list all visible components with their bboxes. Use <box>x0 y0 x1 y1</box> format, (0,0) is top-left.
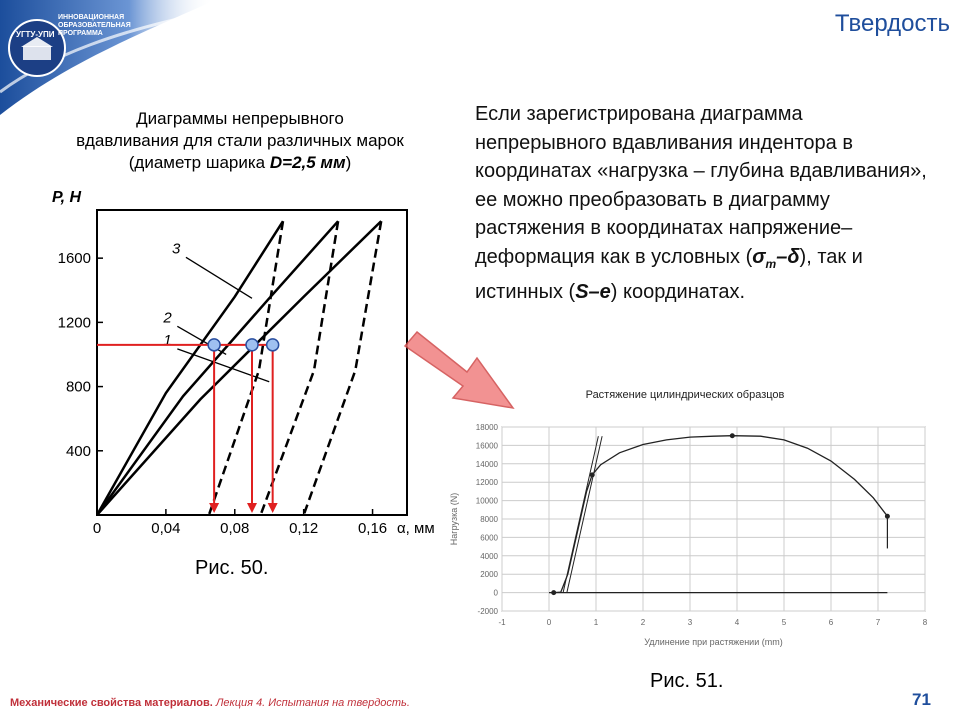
footer-text <box>10 697 410 709</box>
intersection-marker <box>208 339 220 351</box>
y-tick-label: 400 <box>65 442 91 460</box>
fig51-label: Рис. 51. <box>650 670 724 692</box>
y-tick-label: 6000 <box>480 533 498 543</box>
data-marker <box>551 590 556 595</box>
series-leader-line <box>186 257 252 298</box>
series-label: 1 <box>163 331 172 349</box>
intersection-marker <box>246 339 258 351</box>
y-tick-label: 1600 <box>57 250 91 268</box>
logo-line: ОБРАЗОВАТЕЛЬНАЯ <box>58 22 131 29</box>
y-tick-label: 2000 <box>480 570 498 580</box>
y-tick-label: 16000 <box>475 441 498 451</box>
red-arrow-head <box>247 503 257 513</box>
caption-line: вдавливания для стали различных марок <box>76 131 404 150</box>
y-axis-label: Нагрузка (N) <box>449 492 459 546</box>
y-axis-label: P, Н <box>52 189 82 206</box>
x-tick-label: 0,12 <box>289 520 319 537</box>
slide-title: Твердость <box>834 10 950 37</box>
x-tick-label: 4 <box>734 618 740 627</box>
x-tick-label: 8 <box>922 618 928 627</box>
data-marker <box>885 514 890 519</box>
loading-curve <box>97 221 381 515</box>
x-tick-label: 7 <box>875 618 881 627</box>
x-tick-label: 0,04 <box>151 520 181 537</box>
y-tick-label: -2000 <box>477 607 498 616</box>
caption-line: (диаметр шарика D=2,5 мм) <box>128 153 352 172</box>
caption-line: Диаграммы непрерывного <box>136 109 344 128</box>
x-tick-label: 5 <box>781 618 787 627</box>
y-tick-label: 18000 <box>475 423 498 432</box>
red-arrow-head <box>268 503 278 513</box>
logo-program-text <box>58 14 131 38</box>
loading-curve <box>97 221 283 515</box>
tension-chart <box>435 380 940 660</box>
footer-lecture: Лекция 4. Испытания на твердость. <box>215 697 410 709</box>
x-tick-label: 3 <box>687 618 693 627</box>
fig50-label: Рис. 50. <box>195 557 269 579</box>
logo-emblem-text: УГТУ-УПИ <box>16 30 55 39</box>
footer-course: Механические свойства материалов. <box>10 697 213 709</box>
x-tick-label: -1 <box>498 618 506 627</box>
loading-curve <box>97 221 338 515</box>
data-marker <box>590 472 595 477</box>
y-tick-label: 1200 <box>57 314 91 332</box>
y-tick-label: 14000 <box>475 459 498 469</box>
series-label: 3 <box>171 240 181 258</box>
y-tick-label: 12000 <box>475 478 498 488</box>
x-tick-label: 1 <box>593 618 599 627</box>
x-tick-label: 0 <box>546 618 552 627</box>
logo-line: ПРОГРАММА <box>58 30 103 37</box>
y-tick-label: 8000 <box>480 515 498 524</box>
x-tick-label: 2 <box>640 618 646 627</box>
data-marker <box>730 433 735 438</box>
fig50-caption <box>30 108 450 174</box>
x-axis-label: Удлинение при растяжении (mm) <box>644 637 783 647</box>
x-tick-label: 0,16 <box>357 520 388 537</box>
y-tick-label: 0 <box>493 588 498 598</box>
body-text: Если зарегистрирована диаграмма непрерывного вдавливания индентора в координатах «нагрузка – глубина вдавливания», ее можно преобразовать в диаграмму растяжения в координатах напряжение–деформация как в условных $(\sigma_т-\delta)$, так и истинных (S–e) координатах. <box>475 103 927 303</box>
x-tick-label: 6 <box>828 618 834 627</box>
y-tick-label: 10000 <box>475 496 498 506</box>
x-tick-label: 0 <box>92 520 102 537</box>
chart-title: Растяжение цилиндрических образцов <box>585 389 785 401</box>
university-emblem-icon <box>9 20 65 76</box>
page-number: 71 <box>912 690 931 709</box>
y-tick-label: 800 <box>65 378 91 396</box>
logo-line: ИННОВАЦИОННАЯ <box>58 14 125 21</box>
intersection-marker <box>267 339 279 351</box>
x-axis-label: α, мм <box>397 520 435 537</box>
x-tick-label: 0,08 <box>220 520 250 537</box>
indentation-chart <box>30 180 435 550</box>
series-label: 2 <box>163 309 172 327</box>
y-tick-label: 4000 <box>480 551 498 561</box>
